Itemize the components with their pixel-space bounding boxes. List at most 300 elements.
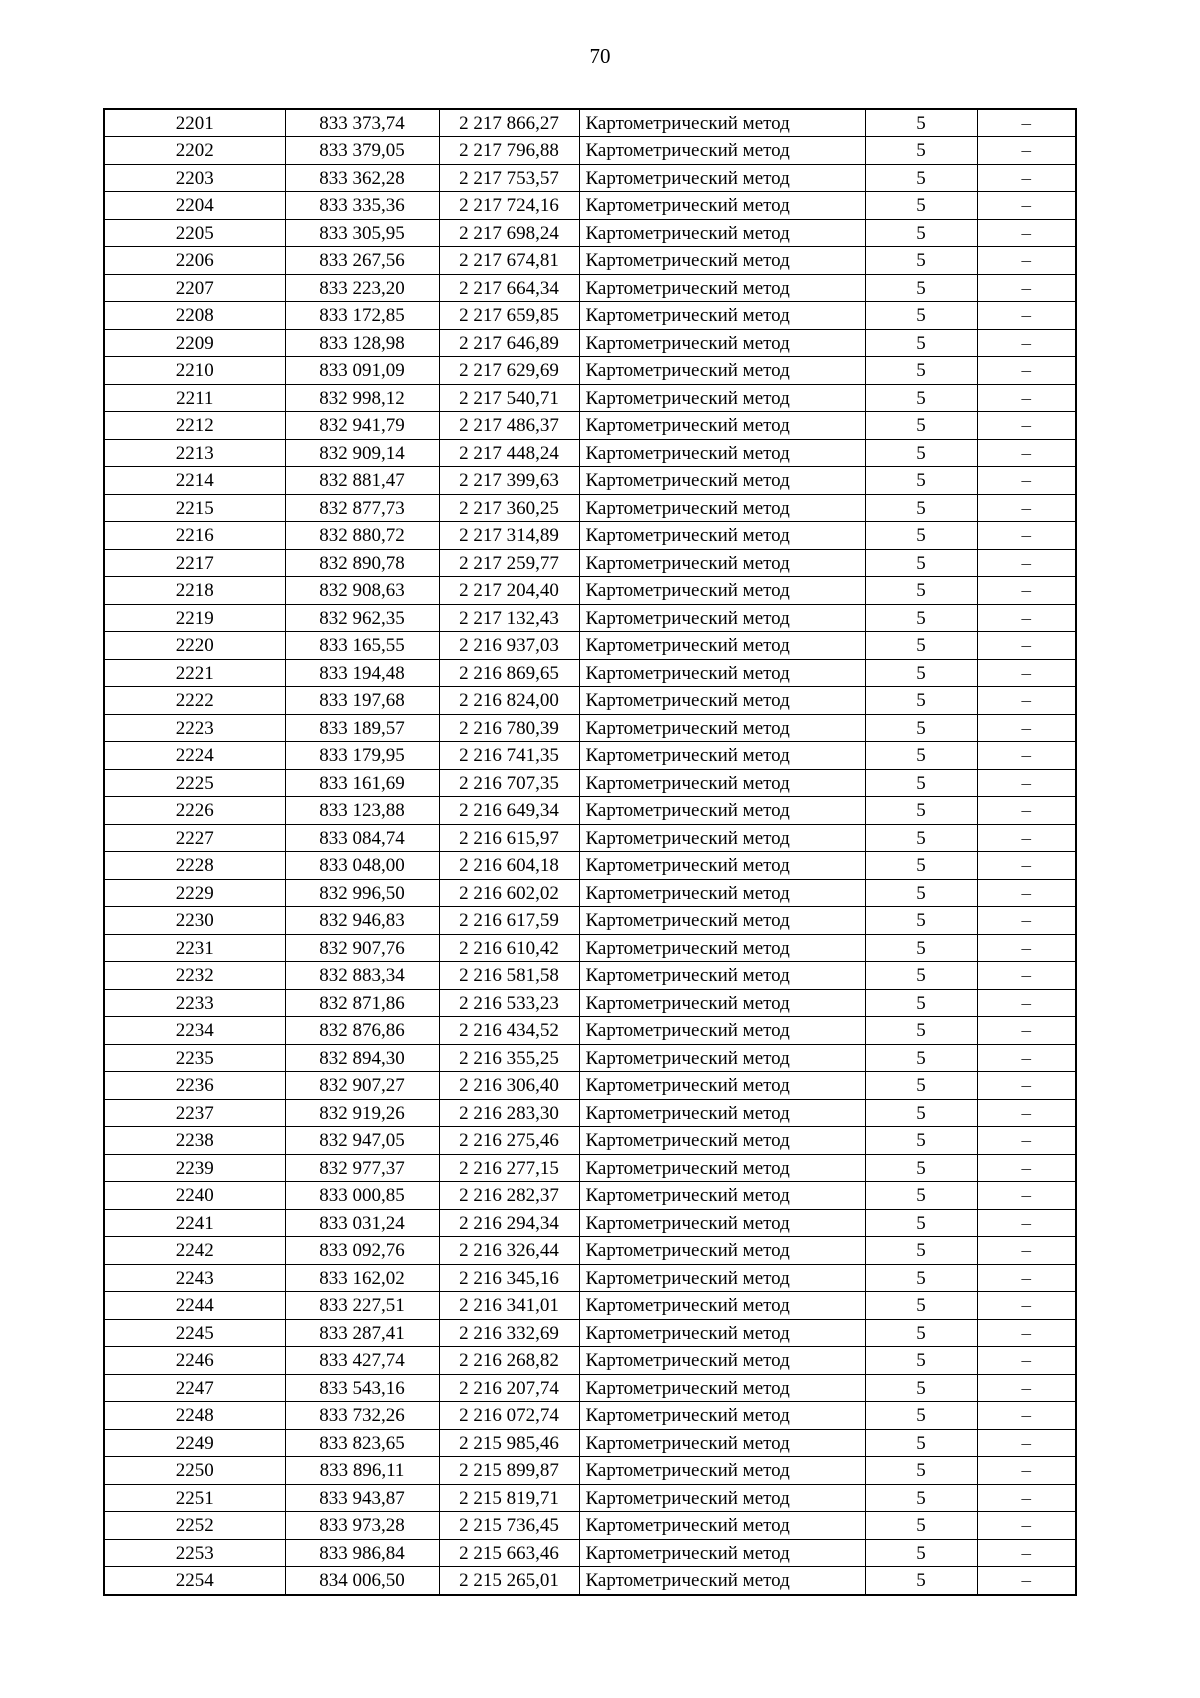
y-coordinate-cell: 2 217 753,57: [439, 164, 579, 192]
y-coordinate-cell: 2 215 663,46: [439, 1539, 579, 1567]
x-coordinate-cell: 833 031,24: [285, 1209, 439, 1237]
method-cell: Картометрический метод: [579, 1017, 865, 1045]
note-cell: –: [977, 632, 1076, 660]
coordinates-table: [103, 108, 1077, 1596]
x-coordinate-cell: 832 880,72: [285, 522, 439, 550]
method-cell: Картометрический метод: [579, 494, 865, 522]
method-cell: Картометрический метод: [579, 577, 865, 605]
x-coordinate-cell: 833 227,51: [285, 1292, 439, 1320]
note-cell: –: [977, 219, 1076, 247]
accuracy-cell: 5: [865, 1127, 977, 1155]
note-cell: –: [977, 1017, 1076, 1045]
y-coordinate-cell: 2 216 277,15: [439, 1154, 579, 1182]
note-cell: –: [977, 1457, 1076, 1485]
accuracy-cell: 5: [865, 384, 977, 412]
table-row: [104, 687, 1076, 715]
y-coordinate-cell: 2 216 649,34: [439, 797, 579, 825]
method-cell: Картометрический метод: [579, 687, 865, 715]
note-cell: –: [977, 137, 1076, 165]
y-coordinate-cell: 2 217 659,85: [439, 302, 579, 330]
note-cell: –: [977, 797, 1076, 825]
note-cell: –: [977, 934, 1076, 962]
accuracy-cell: 5: [865, 1402, 977, 1430]
table-row: [104, 989, 1076, 1017]
note-cell: –: [977, 109, 1076, 137]
y-coordinate-cell: 2 217 674,81: [439, 247, 579, 275]
y-coordinate-cell: 2 216 615,97: [439, 824, 579, 852]
note-cell: –: [977, 357, 1076, 385]
x-coordinate-cell: 832 908,63: [285, 577, 439, 605]
y-coordinate-cell: 2 216 602,02: [439, 879, 579, 907]
method-cell: Картометрический метод: [579, 137, 865, 165]
point-number-cell: 2230: [104, 907, 285, 935]
x-coordinate-cell: 833 896,11: [285, 1457, 439, 1485]
table-row: [104, 1292, 1076, 1320]
note-cell: –: [977, 1374, 1076, 1402]
accuracy-cell: 5: [865, 137, 977, 165]
point-number-cell: 2220: [104, 632, 285, 660]
accuracy-cell: 5: [865, 1044, 977, 1072]
y-coordinate-cell: 2 217 448,24: [439, 439, 579, 467]
accuracy-cell: 5: [865, 1567, 977, 1595]
y-coordinate-cell: 2 217 664,34: [439, 274, 579, 302]
table-row: [104, 659, 1076, 687]
note-cell: –: [977, 1484, 1076, 1512]
accuracy-cell: 5: [865, 549, 977, 577]
table-row: [104, 1457, 1076, 1485]
point-number-cell: 2242: [104, 1237, 285, 1265]
x-coordinate-cell: 833 986,84: [285, 1539, 439, 1567]
x-coordinate-cell: 833 287,41: [285, 1319, 439, 1347]
y-coordinate-cell: 2 215 736,45: [439, 1512, 579, 1540]
accuracy-cell: 5: [865, 247, 977, 275]
note-cell: –: [977, 274, 1076, 302]
point-number-cell: 2209: [104, 329, 285, 357]
accuracy-cell: 5: [865, 797, 977, 825]
accuracy-cell: 5: [865, 907, 977, 935]
point-number-cell: 2248: [104, 1402, 285, 1430]
note-cell: –: [977, 1292, 1076, 1320]
table-row: [104, 604, 1076, 632]
x-coordinate-cell: 832 871,86: [285, 989, 439, 1017]
y-coordinate-cell: 2 216 780,39: [439, 714, 579, 742]
x-coordinate-cell: 833 084,74: [285, 824, 439, 852]
note-cell: –: [977, 742, 1076, 770]
method-cell: Картометрический метод: [579, 1402, 865, 1430]
accuracy-cell: 5: [865, 1154, 977, 1182]
y-coordinate-cell: 2 216 604,18: [439, 852, 579, 880]
table-row: [104, 797, 1076, 825]
table-row: [104, 439, 1076, 467]
table-row: [104, 1209, 1076, 1237]
table-row: [104, 329, 1076, 357]
accuracy-cell: 5: [865, 879, 977, 907]
note-cell: –: [977, 1402, 1076, 1430]
note-cell: –: [977, 384, 1076, 412]
table-row: [104, 494, 1076, 522]
method-cell: Картометрический метод: [579, 962, 865, 990]
point-number-cell: 2224: [104, 742, 285, 770]
note-cell: –: [977, 714, 1076, 742]
page-number: 70: [589, 44, 611, 68]
x-coordinate-cell: 832 890,78: [285, 549, 439, 577]
y-coordinate-cell: 2 216 824,00: [439, 687, 579, 715]
method-cell: Картометрический метод: [579, 1209, 865, 1237]
accuracy-cell: 5: [865, 439, 977, 467]
point-number-cell: 2245: [104, 1319, 285, 1347]
x-coordinate-cell: 833 092,76: [285, 1237, 439, 1265]
method-cell: Картометрический метод: [579, 439, 865, 467]
x-coordinate-cell: 833 165,55: [285, 632, 439, 660]
accuracy-cell: 5: [865, 824, 977, 852]
accuracy-cell: 5: [865, 302, 977, 330]
y-coordinate-cell: 2 216 268,82: [439, 1347, 579, 1375]
note-cell: –: [977, 962, 1076, 990]
accuracy-cell: 5: [865, 1347, 977, 1375]
x-coordinate-cell: 832 881,47: [285, 467, 439, 495]
point-number-cell: 2212: [104, 412, 285, 440]
x-coordinate-cell: 832 894,30: [285, 1044, 439, 1072]
table-row: [104, 1402, 1076, 1430]
x-coordinate-cell: 833 335,36: [285, 192, 439, 220]
point-number-cell: 2210: [104, 357, 285, 385]
point-number-cell: 2233: [104, 989, 285, 1017]
y-coordinate-cell: 2 215 265,01: [439, 1567, 579, 1595]
point-number-cell: 2250: [104, 1457, 285, 1485]
table-row: [104, 549, 1076, 577]
note-cell: –: [977, 302, 1076, 330]
point-number-cell: 2238: [104, 1127, 285, 1155]
point-number-cell: 2208: [104, 302, 285, 330]
table-row: [104, 934, 1076, 962]
point-number-cell: 2213: [104, 439, 285, 467]
note-cell: –: [977, 1154, 1076, 1182]
accuracy-cell: 5: [865, 412, 977, 440]
accuracy-cell: 5: [865, 714, 977, 742]
accuracy-cell: 5: [865, 329, 977, 357]
note-cell: –: [977, 439, 1076, 467]
point-number-cell: 2246: [104, 1347, 285, 1375]
table-row: [104, 1127, 1076, 1155]
x-coordinate-cell: 833 091,09: [285, 357, 439, 385]
note-cell: –: [977, 412, 1076, 440]
x-coordinate-cell: 832 919,26: [285, 1099, 439, 1127]
table-row: [104, 219, 1076, 247]
note-cell: –: [977, 824, 1076, 852]
y-coordinate-cell: 2 216 283,30: [439, 1099, 579, 1127]
accuracy-cell: 5: [865, 192, 977, 220]
table-row: [104, 1347, 1076, 1375]
x-coordinate-cell: 832 941,79: [285, 412, 439, 440]
point-number-cell: 2240: [104, 1182, 285, 1210]
note-cell: –: [977, 329, 1076, 357]
note-cell: –: [977, 989, 1076, 1017]
y-coordinate-cell: 2 216 275,46: [439, 1127, 579, 1155]
method-cell: Картометрический метод: [579, 1457, 865, 1485]
y-coordinate-cell: 2 217 540,71: [439, 384, 579, 412]
point-number-cell: 2211: [104, 384, 285, 412]
accuracy-cell: 5: [865, 934, 977, 962]
method-cell: Картометрический метод: [579, 1264, 865, 1292]
table-row: [104, 1484, 1076, 1512]
note-cell: –: [977, 1182, 1076, 1210]
point-number-cell: 2254: [104, 1567, 285, 1595]
method-cell: Картометрический метод: [579, 989, 865, 1017]
table-row: [104, 1044, 1076, 1072]
point-number-cell: 2207: [104, 274, 285, 302]
point-number-cell: 2216: [104, 522, 285, 550]
table-row: [104, 1154, 1076, 1182]
note-cell: –: [977, 907, 1076, 935]
method-cell: Картометрический метод: [579, 1567, 865, 1595]
y-coordinate-cell: 2 215 899,87: [439, 1457, 579, 1485]
table-row: [104, 357, 1076, 385]
note-cell: –: [977, 1429, 1076, 1457]
note-cell: –: [977, 549, 1076, 577]
y-coordinate-cell: 2 216 869,65: [439, 659, 579, 687]
accuracy-cell: 5: [865, 852, 977, 880]
y-coordinate-cell: 2 216 617,59: [439, 907, 579, 935]
x-coordinate-cell: 832 907,27: [285, 1072, 439, 1100]
method-cell: Картометрический метод: [579, 907, 865, 935]
point-number-cell: 2249: [104, 1429, 285, 1457]
y-coordinate-cell: 2 217 724,16: [439, 192, 579, 220]
accuracy-cell: 5: [865, 494, 977, 522]
note-cell: –: [977, 1209, 1076, 1237]
x-coordinate-cell: 833 189,57: [285, 714, 439, 742]
note-cell: –: [977, 467, 1076, 495]
point-number-cell: 2252: [104, 1512, 285, 1540]
point-number-cell: 2204: [104, 192, 285, 220]
table-row: [104, 192, 1076, 220]
point-number-cell: 2239: [104, 1154, 285, 1182]
point-number-cell: 2247: [104, 1374, 285, 1402]
point-number-cell: 2217: [104, 549, 285, 577]
note-cell: –: [977, 852, 1076, 880]
note-cell: –: [977, 1237, 1076, 1265]
x-coordinate-cell: 832 977,37: [285, 1154, 439, 1182]
table-row: [104, 274, 1076, 302]
accuracy-cell: 5: [865, 1072, 977, 1100]
point-number-cell: 2229: [104, 879, 285, 907]
accuracy-cell: 5: [865, 1457, 977, 1485]
method-cell: Картометрический метод: [579, 1319, 865, 1347]
table-row: [104, 879, 1076, 907]
accuracy-cell: 5: [865, 962, 977, 990]
table-row: [104, 632, 1076, 660]
point-number-cell: 2227: [104, 824, 285, 852]
point-number-cell: 2201: [104, 109, 285, 137]
method-cell: Картометрический метод: [579, 824, 865, 852]
x-coordinate-cell: 833 179,95: [285, 742, 439, 770]
y-coordinate-cell: 2 216 306,40: [439, 1072, 579, 1100]
x-coordinate-cell: 833 379,05: [285, 137, 439, 165]
y-coordinate-cell: 2 216 610,42: [439, 934, 579, 962]
x-coordinate-cell: 833 943,87: [285, 1484, 439, 1512]
y-coordinate-cell: 2 216 332,69: [439, 1319, 579, 1347]
note-cell: –: [977, 192, 1076, 220]
x-coordinate-cell: 832 998,12: [285, 384, 439, 412]
point-number-cell: 2215: [104, 494, 285, 522]
accuracy-cell: 5: [865, 1429, 977, 1457]
note-cell: –: [977, 1567, 1076, 1595]
accuracy-cell: 5: [865, 164, 977, 192]
x-coordinate-cell: 833 267,56: [285, 247, 439, 275]
table-row: [104, 302, 1076, 330]
point-number-cell: 2234: [104, 1017, 285, 1045]
x-coordinate-cell: 833 362,28: [285, 164, 439, 192]
note-cell: –: [977, 577, 1076, 605]
table-row: [104, 522, 1076, 550]
note-cell: –: [977, 769, 1076, 797]
method-cell: Картометрический метод: [579, 1374, 865, 1402]
method-cell: Картометрический метод: [579, 1539, 865, 1567]
x-coordinate-cell: 833 161,69: [285, 769, 439, 797]
accuracy-cell: 5: [865, 1099, 977, 1127]
table-row: [104, 1539, 1076, 1567]
point-number-cell: 2231: [104, 934, 285, 962]
note-cell: –: [977, 604, 1076, 632]
point-number-cell: 2225: [104, 769, 285, 797]
table-row: [104, 164, 1076, 192]
accuracy-cell: 5: [865, 1209, 977, 1237]
note-cell: –: [977, 1264, 1076, 1292]
y-coordinate-cell: 2 217 259,77: [439, 549, 579, 577]
point-number-cell: 2221: [104, 659, 285, 687]
method-cell: Картометрический метод: [579, 1127, 865, 1155]
point-number-cell: 2226: [104, 797, 285, 825]
note-cell: –: [977, 1044, 1076, 1072]
table-row: [104, 1429, 1076, 1457]
point-number-cell: 2232: [104, 962, 285, 990]
accuracy-cell: 5: [865, 1512, 977, 1540]
table-row: [104, 1072, 1076, 1100]
table-row: [104, 1374, 1076, 1402]
accuracy-cell: 5: [865, 274, 977, 302]
table-row: [104, 137, 1076, 165]
method-cell: Картометрический метод: [579, 549, 865, 577]
accuracy-cell: 5: [865, 742, 977, 770]
table-row: [104, 962, 1076, 990]
table-row: [104, 1017, 1076, 1045]
method-cell: Картометрический метод: [579, 247, 865, 275]
y-coordinate-cell: 2 217 646,89: [439, 329, 579, 357]
accuracy-cell: 5: [865, 357, 977, 385]
note-cell: –: [977, 164, 1076, 192]
note-cell: –: [977, 1539, 1076, 1567]
y-coordinate-cell: 2 216 207,74: [439, 1374, 579, 1402]
method-cell: Картометрический метод: [579, 1237, 865, 1265]
method-cell: Картометрический метод: [579, 1182, 865, 1210]
y-coordinate-cell: 2 216 707,35: [439, 769, 579, 797]
table-row: [104, 1319, 1076, 1347]
x-coordinate-cell: 833 194,48: [285, 659, 439, 687]
x-coordinate-cell: 832 962,35: [285, 604, 439, 632]
accuracy-cell: 5: [865, 1292, 977, 1320]
accuracy-cell: 5: [865, 219, 977, 247]
x-coordinate-cell: 832 877,73: [285, 494, 439, 522]
y-coordinate-cell: 2 217 204,40: [439, 577, 579, 605]
method-cell: Картометрический метод: [579, 302, 865, 330]
y-coordinate-cell: 2 216 326,44: [439, 1237, 579, 1265]
x-coordinate-cell: 833 973,28: [285, 1512, 439, 1540]
x-coordinate-cell: 833 543,16: [285, 1374, 439, 1402]
method-cell: Картометрический метод: [579, 219, 865, 247]
table-row: [104, 247, 1076, 275]
y-coordinate-cell: 2 215 985,46: [439, 1429, 579, 1457]
method-cell: Картометрический метод: [579, 467, 865, 495]
method-cell: Картометрический метод: [579, 934, 865, 962]
accuracy-cell: 5: [865, 1539, 977, 1567]
method-cell: Картометрический метод: [579, 1512, 865, 1540]
x-coordinate-cell: 832 907,76: [285, 934, 439, 962]
accuracy-cell: 5: [865, 1017, 977, 1045]
table-row: [104, 467, 1076, 495]
method-cell: Картометрический метод: [579, 769, 865, 797]
method-cell: Картометрический метод: [579, 1292, 865, 1320]
accuracy-cell: 5: [865, 522, 977, 550]
point-number-cell: 2253: [104, 1539, 285, 1567]
y-coordinate-cell: 2 217 314,89: [439, 522, 579, 550]
point-number-cell: 2228: [104, 852, 285, 880]
y-coordinate-cell: 2 217 629,69: [439, 357, 579, 385]
point-number-cell: 2243: [104, 1264, 285, 1292]
method-cell: Картометрический метод: [579, 522, 865, 550]
y-coordinate-cell: 2 216 355,25: [439, 1044, 579, 1072]
y-coordinate-cell: 2 216 072,74: [439, 1402, 579, 1430]
accuracy-cell: 5: [865, 577, 977, 605]
y-coordinate-cell: 2 217 866,27: [439, 109, 579, 137]
accuracy-cell: 5: [865, 1484, 977, 1512]
accuracy-cell: 5: [865, 604, 977, 632]
note-cell: –: [977, 1072, 1076, 1100]
method-cell: Картометрический метод: [579, 1044, 865, 1072]
accuracy-cell: 5: [865, 632, 977, 660]
y-coordinate-cell: 2 216 581,58: [439, 962, 579, 990]
method-cell: Картометрический метод: [579, 742, 865, 770]
point-number-cell: 2223: [104, 714, 285, 742]
method-cell: Картометрический метод: [579, 329, 865, 357]
x-coordinate-cell: 833 823,65: [285, 1429, 439, 1457]
note-cell: –: [977, 1099, 1076, 1127]
point-number-cell: 2205: [104, 219, 285, 247]
point-number-cell: 2237: [104, 1099, 285, 1127]
method-cell: Картометрический метод: [579, 1347, 865, 1375]
note-cell: –: [977, 1127, 1076, 1155]
method-cell: Картометрический метод: [579, 109, 865, 137]
y-coordinate-cell: 2 216 434,52: [439, 1017, 579, 1045]
accuracy-cell: 5: [865, 769, 977, 797]
point-number-cell: 2206: [104, 247, 285, 275]
method-cell: Картометрический метод: [579, 797, 865, 825]
point-number-cell: 2241: [104, 1209, 285, 1237]
x-coordinate-cell: 833 373,74: [285, 109, 439, 137]
y-coordinate-cell: 2 217 796,88: [439, 137, 579, 165]
table-row: [104, 852, 1076, 880]
method-cell: Картометрический метод: [579, 659, 865, 687]
y-coordinate-cell: 2 216 282,37: [439, 1182, 579, 1210]
x-coordinate-cell: 832 946,83: [285, 907, 439, 935]
point-number-cell: 2219: [104, 604, 285, 632]
point-number-cell: 2218: [104, 577, 285, 605]
method-cell: Картометрический метод: [579, 1072, 865, 1100]
y-coordinate-cell: 2 216 345,16: [439, 1264, 579, 1292]
table-row: [104, 1264, 1076, 1292]
method-cell: Картометрический метод: [579, 1429, 865, 1457]
method-cell: Картометрический метод: [579, 879, 865, 907]
note-cell: –: [977, 879, 1076, 907]
table-row: [104, 742, 1076, 770]
